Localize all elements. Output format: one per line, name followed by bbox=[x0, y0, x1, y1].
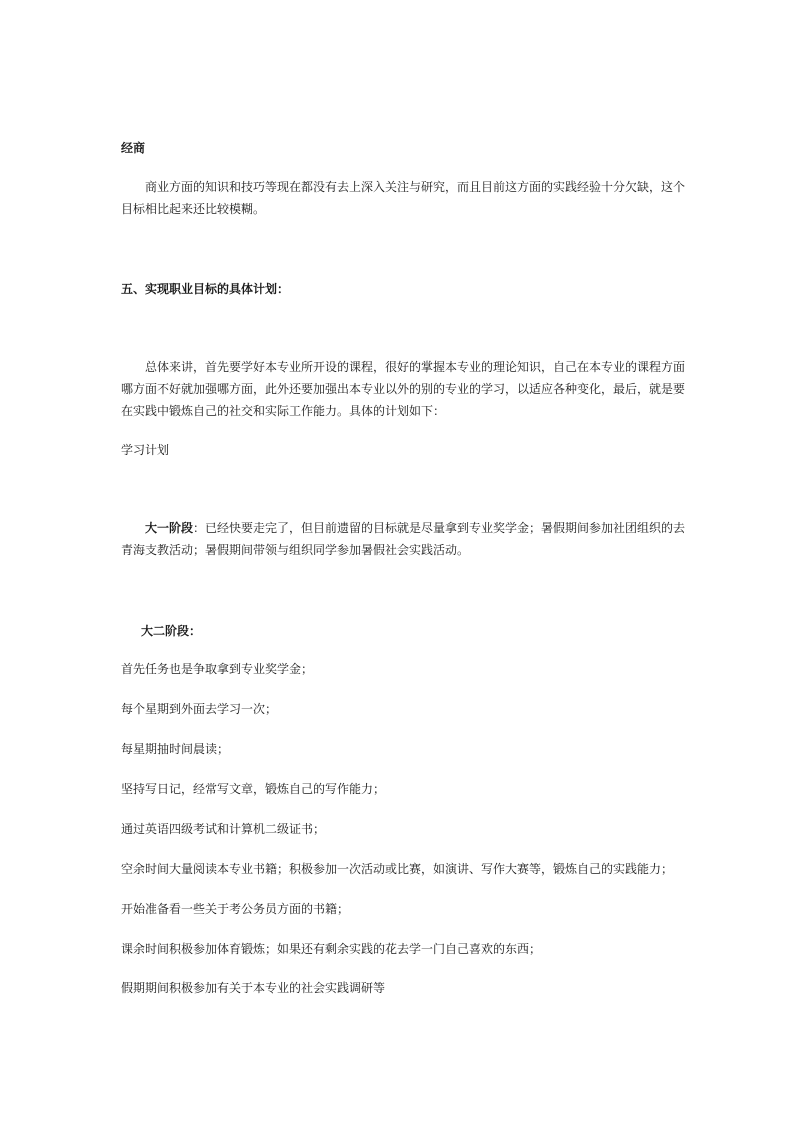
year2-item: 每星期抽时间晨读； bbox=[121, 742, 230, 756]
plan-heading: 五、实现职业目标的具体计划： bbox=[121, 282, 290, 296]
year2-item: 每个星期到外面去学习一次； bbox=[121, 702, 278, 716]
year1-label: 大一阶段 bbox=[145, 521, 194, 535]
year2-item: 首先任务也是争取拿到专业奖学金； bbox=[121, 662, 314, 676]
year2-item: 通过英语四级考试和计算机二级证书； bbox=[121, 822, 326, 836]
business-paragraph: 商业方面的知识和技巧等现在都没有去上深入关注与研究，而且目前这方面的实践经验十分欠缺，这个目标相比起来还比较模糊。 bbox=[121, 180, 686, 216]
year2-heading: 大二阶段： bbox=[141, 624, 202, 638]
study-plan-label: 学习计划 bbox=[121, 443, 170, 457]
business-heading: 经商 bbox=[121, 141, 146, 155]
year2-item: 空余时间大量阅读本专业书籍；积极参加一次活动或比赛，如演讲、写作大赛等，锻炼自己的实践能力； bbox=[121, 862, 674, 876]
year2-item: 开始准备看一些关于考公务员方面的书籍； bbox=[121, 902, 350, 916]
plan-intro-paragraph: 总体来讲，首先要学好本专业所开设的课程，很好的掌握本专业的理论知识，自己在本专业的课程方面哪方面不好就加强哪方面，此外还要加强出本专业以外的别的专业的学习，以适应各种变化，最后，就是要在实践中锻炼自己的社交和实际工作能力。具体的计划如下： bbox=[121, 360, 686, 418]
year2-item: 坚持写日记，经常写文章，锻炼自己的写作能力； bbox=[121, 782, 386, 796]
year2-item: 假期期间积极参加有关于本专业的社会实践调研等 bbox=[121, 981, 386, 995]
year2-item: 课余时间积极参加体育锻炼；如果还有剩余实践的花去学一门自己喜欢的东西； bbox=[121, 942, 542, 956]
year1-paragraph bbox=[121, 517, 686, 561]
year1-text: ：已经快要走完了，但目前遗留的目标就是尽量拿到专业奖学金；暑假期间参加社团组织的去青海支教活动；暑假期间带领与组织同学参加暑假社会实践活动。 bbox=[121, 521, 686, 557]
